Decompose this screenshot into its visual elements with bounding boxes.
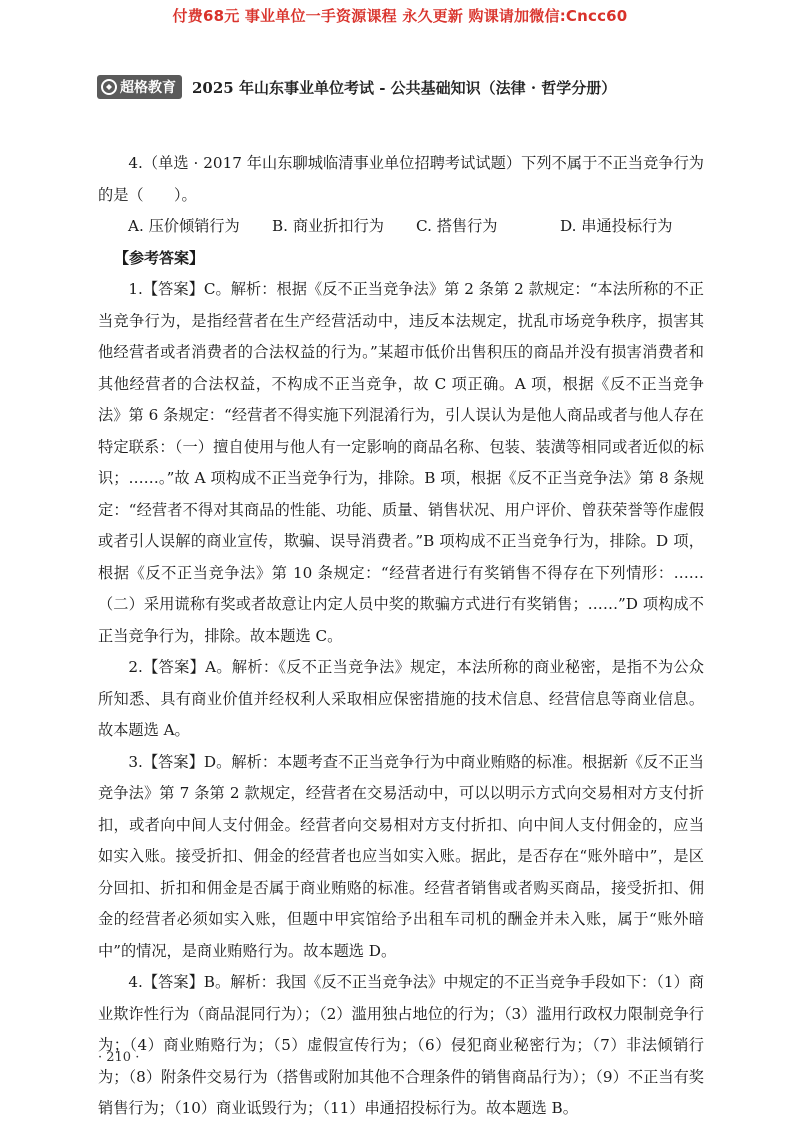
option-c: C. 搭售行为 xyxy=(416,217,498,235)
page-number: · 210 · xyxy=(98,1050,140,1065)
option-list xyxy=(98,211,704,243)
answer-item-3: 3.【答案】D。解析：本题考查不正当竞争行为中商业贿赂的标准。根据新《反不正当竞争法》第 7 条第 2 款规定，经营者在交易活动中，可以以明示方式向交易相对方支付折扣，或者向中间人支付佣金。经营者向交易相对方支付折扣、向中间人支付佣金的，应当如实入账。接受折扣、佣金的经营者也应当如实入账。据此，是否存在“账外暗中”，是区分回扣、折扣和佣金是否属于商业贿赂的标准。经营者销售或者购买商品，接受折扣、佣金的经营者必须如实入账，但题中甲宾馆给予出租车司机的酬金并未入账，属于“账外暗中”的情况，是商业贿赂行为。故本题选 D。 xyxy=(98,752,704,960)
logo-icon xyxy=(101,79,117,95)
answer-item-1: 1.【答案】C。解析：根据《反不正当竞争法》第 2 条第 2 款规定：“本法所称的不正当竞争行为，是指经营者在生产经营活动中，违反本法规定，扰乱市场竞争秩序，损害其他经营者或者消费者的合法权益的行为。”某超市低价出售积压的商品并没有损害消费者和其他经营者的合法权益，不构成不正当竞争，故 C 项正确。A 项，根据《反不正当竞争法》第 6 条规定：“经营者不得实施下列混淆行为，引人误认为是他人商品或者与他人存在特定联系：（一）擅自使用与他人有一定影响的商品名称、包装、装潢等相同或者近似的标识；……。”故 A 项构成不正当竞争行为，排除。B 项，根据《反不正当竞争法》第 8 条规定：“经营者不得对其商品的性能、功能、质量、销售状况、用户评价、曾获荣誉等作虚假或者引人误解的商业宣传，欺骗、误导消费者。”B 项构成不正当竞争行为，排除。D 项，根据《反不正当竞争法》第 10 条规定：“经营者进行有奖销售不得存在下列情形：……（二）采用谎称有奖或者故意让内定人员中奖的欺骗方式进行有奖销售；……”D 项构成不正当竞争行为，排除。故本题选 C。 xyxy=(98,280,704,645)
option-b: B. 商业折扣行为 xyxy=(272,217,384,235)
logo-text: 超格教育 xyxy=(120,80,176,96)
answer-item-2: 2.【答案】A。解析：《反不正当竞争法》规定，本法所称的商业秘密，是指不为公众所知悉、具有商业价值并经权利人采取相应保密措施的技术信息、经营信息等商业信息。故本题选 A。 xyxy=(98,658,704,739)
brand-logo xyxy=(97,75,182,99)
top-banner: 付费68元 事业单位一手资源课程 永久更新 购课请加微信:Cncc60 xyxy=(172,7,628,25)
header-title: 2025 年山东事业单位考试 - 公共基础知识（法律 · 哲学分册） xyxy=(192,78,617,97)
answer-heading: 【参考答案】 xyxy=(114,248,205,267)
page-header xyxy=(97,72,703,102)
document-body xyxy=(98,148,704,1125)
option-a: A. 压价倾销行为 xyxy=(128,217,240,235)
answer-item-4: 4.【答案】B。解析：我国《反不正当竞争法》中规定的不正当竞争手段如下：（1）商业欺诈性行为（商品混同行为）；（2）滥用独占地位的行为；（3）滥用行政权力限制竞争行为；（4）商业贿赂行为；（5）虚假宣传行为；（6）侵犯商业秘密行为；（7）非法倾销行为；（8）附条件交易行为（搭售或附加其他不合理条件的销售商品行为）；（9）不正当有奖销售行为；（10）商业诋毁行为；（11）串通招投标行为。故本题选 B。 xyxy=(98,973,704,1117)
option-d: D. 串通投标行为 xyxy=(560,217,673,235)
question-stem: 4.（单选 · 2017 年山东聊城临清事业单位招聘考试试题）下列不属于不正当竞争行为的是（ ）。 xyxy=(98,154,704,204)
